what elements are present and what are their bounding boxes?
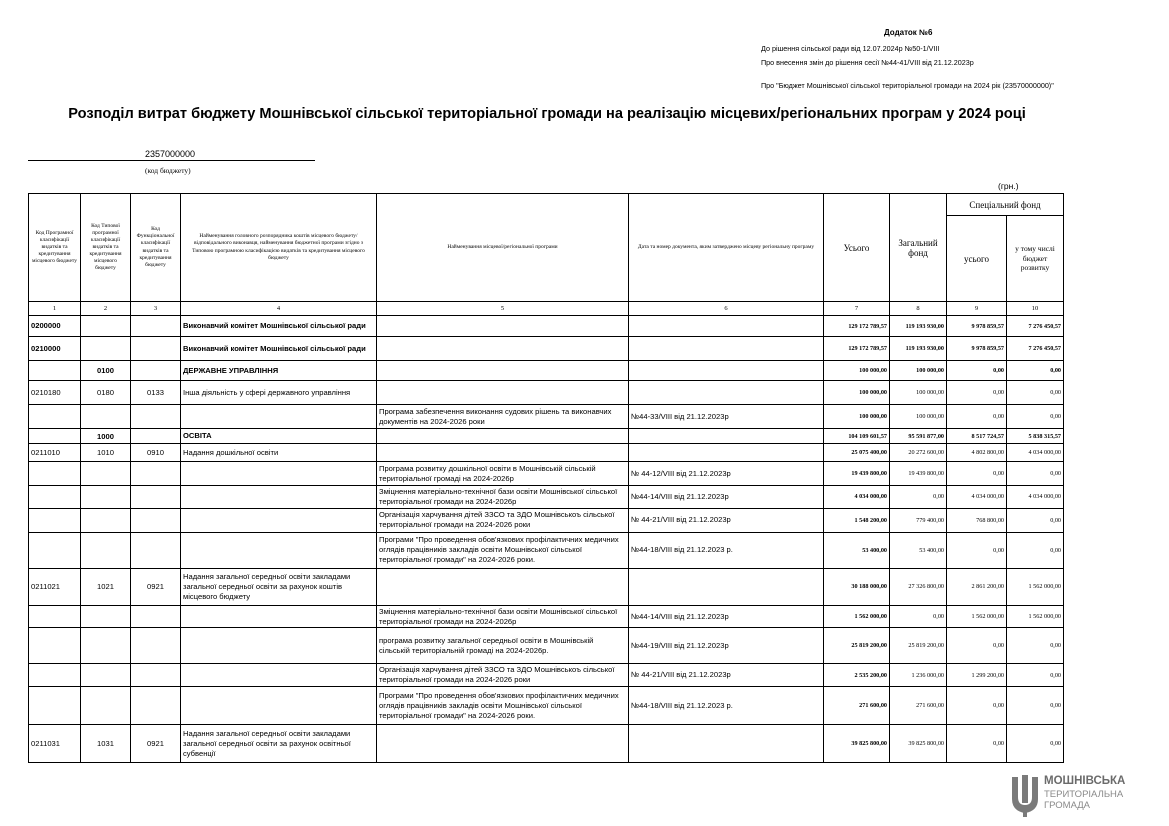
program-code-cell: 0200000 <box>29 316 81 337</box>
general-fund-cell: 119 193 930,00 <box>890 316 947 337</box>
manager-name-cell <box>181 687 377 725</box>
column-number: 7 <box>824 302 890 316</box>
special-fund-cell: 768 800,00 <box>947 508 1007 532</box>
logo-title: МОШНІВСЬКА <box>1044 775 1126 787</box>
functional-code-cell <box>131 628 181 664</box>
decision-reference <box>761 42 974 70</box>
currency-unit: (грн.) <box>998 181 1019 191</box>
program-code-cell: 0211021 <box>29 568 81 605</box>
table-row <box>29 316 1064 337</box>
typical-code-cell <box>81 532 131 568</box>
program-name-cell <box>377 381 629 405</box>
table-row <box>29 664 1064 687</box>
special-fund-cell: 0,00 <box>947 462 1007 486</box>
document-cell <box>629 316 824 337</box>
document-cell: №44-14/VIII від 21.12.2023р <box>629 486 824 509</box>
table-row <box>29 381 1064 405</box>
development-budget-cell: 4 034 000,00 <box>1007 486 1064 509</box>
total-amount-cell: 1 562 000,00 <box>824 605 890 628</box>
table-row <box>29 687 1064 725</box>
header-row <box>29 194 1064 216</box>
special-fund-cell: 1 299 200,00 <box>947 664 1007 687</box>
total-amount-cell: 1 548 200,00 <box>824 508 890 532</box>
header-program-name: Найменування місцевої/регіональної програми <box>377 194 629 302</box>
program-code-cell: 0210000 <box>29 337 81 361</box>
column-number: 10 <box>1007 302 1064 316</box>
general-fund-cell: 25 819 200,00 <box>890 628 947 664</box>
document-cell: № 44-21/VIII від 21.12.2023р <box>629 508 824 532</box>
program-name-cell: Організація харчування дітей ЗЗСО та ЗДО Мошнівськоъ сільської територіальної громади на 2024-2026 роки <box>377 664 629 687</box>
column-number: 3 <box>131 302 181 316</box>
typical-code-cell: 1000 <box>81 429 131 444</box>
manager-name-cell: ДЕРЖАВНЕ УПРАВЛІННЯ <box>181 361 377 381</box>
program-name-cell <box>377 361 629 381</box>
document-cell <box>629 725 824 763</box>
table-row <box>29 486 1064 509</box>
program-name-cell: Зміцнення матеріально-технічної бази освіти Мошнівської сільської територіальної громади на 2024-2026р <box>377 605 629 628</box>
general-fund-cell: 100 000,00 <box>890 381 947 405</box>
development-budget-cell: 7 276 450,57 <box>1007 316 1064 337</box>
appendix-number: Додаток №6 <box>884 28 933 37</box>
manager-name-cell <box>181 664 377 687</box>
functional-code-cell: 0921 <box>131 725 181 763</box>
typical-code-cell: 1031 <box>81 725 131 763</box>
total-amount-cell: 30 188 000,00 <box>824 568 890 605</box>
general-fund-cell: 0,00 <box>890 605 947 628</box>
general-fund-cell: 95 591 877,00 <box>890 429 947 444</box>
functional-code-cell <box>131 664 181 687</box>
functional-code-cell <box>131 687 181 725</box>
total-amount-cell: 53 400,00 <box>824 532 890 568</box>
program-name-cell: Програми "Про проведення обов'язкових профілактичних медичних оглядів працівників закладів освіти Мошнівської сільської територіальної громади" на 2024-2026 роки. <box>377 687 629 725</box>
document-cell: №44-33/VIII від 21.12.2023р <box>629 405 824 429</box>
document-cell: №44-18/VIII від 21.12.2023 р. <box>629 687 824 725</box>
budget-code-caption: (код бюджету) <box>145 166 191 175</box>
functional-code-cell <box>131 462 181 486</box>
header-functional-code: Код Функціональної класифікації видатків та кредитування бюджету <box>131 194 181 302</box>
typical-code-cell <box>81 486 131 509</box>
column-number: 1 <box>29 302 81 316</box>
development-budget-cell: 0,00 <box>1007 628 1064 664</box>
functional-code-cell <box>131 486 181 509</box>
table-row <box>29 605 1064 628</box>
general-fund-cell: 100 000,00 <box>890 405 947 429</box>
special-fund-cell: 4 802 800,00 <box>947 444 1007 462</box>
document-cell: №44-19/VIII від 21.12.2023р <box>629 628 824 664</box>
total-amount-cell: 25 075 400,00 <box>824 444 890 462</box>
document-cell: № 44-12/VIII від 21.12.2023р <box>629 462 824 486</box>
document-cell: №44-18/VIII від 21.12.2023 р. <box>629 532 824 568</box>
logo-line-3: ГРОМАДА <box>1044 800 1090 811</box>
table-row <box>29 628 1064 664</box>
program-code-cell: 0210180 <box>29 381 81 405</box>
decision-line-3: Про "Бюджет Мошнівської сільської територіальної громади на 2024 рік (23570000000)" <box>761 81 1054 90</box>
logo-line-2: ТЕРИТОРІАЛЬНА <box>1044 789 1124 800</box>
general-fund-cell: 119 193 930,00 <box>890 337 947 361</box>
typical-code-cell <box>81 628 131 664</box>
total-amount-cell: 129 172 789,57 <box>824 316 890 337</box>
decision-line-1: До рішення сільської ради від 12.07.2024р №50-1/VIII <box>761 44 940 53</box>
total-amount-cell: 271 600,00 <box>824 687 890 725</box>
development-budget-cell: 0,00 <box>1007 687 1064 725</box>
manager-name-cell <box>181 628 377 664</box>
table-row <box>29 462 1064 486</box>
trident-icon <box>1010 773 1040 817</box>
special-fund-cell: 4 034 000,00 <box>947 486 1007 509</box>
functional-code-cell <box>131 508 181 532</box>
column-number-row <box>29 302 1064 316</box>
manager-name-cell: Надання загальної середньої освіти закладами загальної середньої освіти за рахунок коштів місцевого бюджету <box>181 568 377 605</box>
manager-name-cell <box>181 486 377 509</box>
functional-code-cell <box>131 405 181 429</box>
manager-name-cell: Надання дошкільної освіти <box>181 444 377 462</box>
column-number: 5 <box>377 302 629 316</box>
special-fund-cell: 1 562 000,00 <box>947 605 1007 628</box>
total-amount-cell: 129 172 789,57 <box>824 337 890 361</box>
column-number: 8 <box>890 302 947 316</box>
table-row <box>29 429 1064 444</box>
development-budget-cell: 1 562 000,00 <box>1007 605 1064 628</box>
program-code-cell: 0211010 <box>29 444 81 462</box>
special-fund-cell: 0,00 <box>947 725 1007 763</box>
column-number: 6 <box>629 302 824 316</box>
functional-code-cell <box>131 605 181 628</box>
development-budget-cell: 5 838 315,57 <box>1007 429 1064 444</box>
program-code-cell <box>29 429 81 444</box>
table-row <box>29 337 1064 361</box>
table-row <box>29 725 1064 763</box>
header-program-code: Код Програмної класифікації видатків та кредитування місцевого бюджету <box>29 194 81 302</box>
header-document: Дата та номер документа, яким затверджено місцеву регіональну програму <box>629 194 824 302</box>
manager-name-cell: ОСВІТА <box>181 429 377 444</box>
total-amount-cell: 100 000,00 <box>824 405 890 429</box>
program-name-cell <box>377 337 629 361</box>
functional-code-cell <box>131 361 181 381</box>
program-name-cell: Програма забезпечення виконання судових рішень та виконавчих документів на 2024-2026 роки <box>377 405 629 429</box>
program-name-cell <box>377 316 629 337</box>
program-code-cell <box>29 486 81 509</box>
typical-code-cell <box>81 316 131 337</box>
program-code-cell <box>29 405 81 429</box>
typical-code-cell <box>81 605 131 628</box>
general-fund-cell: 20 272 600,00 <box>890 444 947 462</box>
program-code-cell <box>29 605 81 628</box>
document-cell <box>629 337 824 361</box>
table-row <box>29 444 1064 462</box>
total-amount-cell: 19 439 800,00 <box>824 462 890 486</box>
program-code-cell <box>29 687 81 725</box>
document-cell <box>629 429 824 444</box>
development-budget-cell: 0,00 <box>1007 405 1064 429</box>
general-fund-cell: 271 600,00 <box>890 687 947 725</box>
program-name-cell <box>377 444 629 462</box>
document-cell <box>629 444 824 462</box>
header-development-budget: у тому числі бюджет розвитку <box>1007 216 1064 302</box>
budget-code-underline <box>28 160 315 161</box>
functional-code-cell <box>131 316 181 337</box>
functional-code-cell: 0133 <box>131 381 181 405</box>
special-fund-cell: 0,00 <box>947 687 1007 725</box>
header-typical-code: Код Типової програмної класифікації видатків та кредитування місцевого бюджету <box>81 194 131 302</box>
development-budget-cell: 0,00 <box>1007 725 1064 763</box>
manager-name-cell <box>181 532 377 568</box>
program-code-cell: 0211031 <box>29 725 81 763</box>
program-code-cell <box>29 532 81 568</box>
program-code-cell <box>29 361 81 381</box>
manager-name-cell <box>181 605 377 628</box>
functional-code-cell <box>131 429 181 444</box>
table-row <box>29 532 1064 568</box>
functional-code-cell <box>131 337 181 361</box>
typical-code-cell: 1021 <box>81 568 131 605</box>
typical-code-cell: 0180 <box>81 381 131 405</box>
document-cell <box>629 568 824 605</box>
functional-code-cell: 0910 <box>131 444 181 462</box>
document-cell <box>629 381 824 405</box>
manager-name-cell: Надання загальної середньої освіти закладами загальної середньої освіти за рахунок освітньої субвенції <box>181 725 377 763</box>
column-number: 4 <box>181 302 377 316</box>
program-name-cell <box>377 429 629 444</box>
typical-code-cell: 1010 <box>81 444 131 462</box>
table-row <box>29 508 1064 532</box>
table-row <box>29 568 1064 605</box>
special-fund-cell: 2 861 200,00 <box>947 568 1007 605</box>
general-fund-cell: 27 326 800,00 <box>890 568 947 605</box>
manager-name-cell <box>181 405 377 429</box>
total-amount-cell: 25 819 200,00 <box>824 628 890 664</box>
typical-code-cell <box>81 337 131 361</box>
special-fund-cell: 0,00 <box>947 405 1007 429</box>
development-budget-cell: 7 276 450,57 <box>1007 337 1064 361</box>
general-fund-cell: 100 000,00 <box>890 361 947 381</box>
header-special-total: усього <box>947 216 1007 302</box>
total-amount-cell: 2 535 200,00 <box>824 664 890 687</box>
development-budget-cell: 4 034 000,00 <box>1007 444 1064 462</box>
table-row <box>29 405 1064 429</box>
total-amount-cell: 39 825 800,00 <box>824 725 890 763</box>
budget-code: 2357000000 <box>145 149 196 159</box>
typical-code-cell <box>81 508 131 532</box>
general-fund-cell: 0,00 <box>890 486 947 509</box>
logo-subtitle <box>1044 789 1123 811</box>
column-number: 9 <box>947 302 1007 316</box>
document-cell: № 44-21/VIII від 21.12.2023р <box>629 664 824 687</box>
program-name-cell: програма розвитку загальної середньої освіти в Мошнівській сільській територіальній громаді на 2024-2026р. <box>377 628 629 664</box>
general-fund-cell: 53 400,00 <box>890 532 947 568</box>
program-code-cell <box>29 664 81 687</box>
functional-code-cell: 0921 <box>131 568 181 605</box>
special-fund-cell: 0,00 <box>947 532 1007 568</box>
total-amount-cell: 100 000,00 <box>824 361 890 381</box>
development-budget-cell: 0,00 <box>1007 664 1064 687</box>
total-amount-cell: 100 000,00 <box>824 381 890 405</box>
special-fund-cell: 0,00 <box>947 381 1007 405</box>
program-code-cell <box>29 462 81 486</box>
manager-name-cell: Інша діяльність у сфері державного управління <box>181 381 377 405</box>
header-total: Усього <box>824 194 890 302</box>
community-logo <box>1010 773 1160 817</box>
special-fund-cell: 8 517 724,57 <box>947 429 1007 444</box>
development-budget-cell: 0,00 <box>1007 532 1064 568</box>
manager-name-cell <box>181 462 377 486</box>
manager-name-cell: Виконавчий комітет Мошнівської сільської ради <box>181 316 377 337</box>
typical-code-cell: 0100 <box>81 361 131 381</box>
header-manager-name: Найменування головного розпорядника коштів місцевого бюджету/ відповідального виконавця, найменування бюджетної програми згідно з Типовою програмною класифікацією видатків та кредитування місцевого бюджету <box>181 194 377 302</box>
header-special-fund: Спеціальний фонд <box>947 194 1064 216</box>
typical-code-cell <box>81 462 131 486</box>
program-name-cell <box>377 725 629 763</box>
document-cell <box>629 361 824 381</box>
special-fund-cell: 9 978 859,57 <box>947 337 1007 361</box>
program-name-cell: Організація харчування дітей ЗЗСО та ЗДО Мошнівськоъ сільської територіальної громади на 2024-2026 роки <box>377 508 629 532</box>
program-code-cell <box>29 508 81 532</box>
general-fund-cell: 779 400,00 <box>890 508 947 532</box>
special-fund-cell: 0,00 <box>947 628 1007 664</box>
header-general-fund: Загальний фонд <box>890 194 947 302</box>
development-budget-cell: 0,00 <box>1007 381 1064 405</box>
general-fund-cell: 19 439 800,00 <box>890 462 947 486</box>
budget-table <box>28 193 1064 763</box>
document-title: Розподіл витрат бюджету Мошнівської сільської територіальної громади на реалізацію місцевих/регіональних програм у 2024 році <box>68 106 1026 122</box>
table-row <box>29 361 1064 381</box>
program-name-cell: Програми "Про проведення обов'язкових профілактичних медичних оглядів працівників закладів освіти Мошнівської сільської територіальної громади" на 2024-2026 роки. <box>377 532 629 568</box>
program-code-cell <box>29 628 81 664</box>
program-name-cell: Зміцнення матеріально-технічної бази освіти Мошнівської сільської територіальної громади на 2024-2026р <box>377 486 629 509</box>
program-name-cell <box>377 568 629 605</box>
development-budget-cell: 0,00 <box>1007 361 1064 381</box>
functional-code-cell <box>131 532 181 568</box>
column-number: 2 <box>81 302 131 316</box>
special-fund-cell: 9 978 859,57 <box>947 316 1007 337</box>
total-amount-cell: 4 034 000,00 <box>824 486 890 509</box>
special-fund-cell: 0,00 <box>947 361 1007 381</box>
program-name-cell: Програма розвитку дошкільної освіти в Мошнівській сільській територіальної громаді на 2024-2026р <box>377 462 629 486</box>
development-budget-cell: 0,00 <box>1007 462 1064 486</box>
document-cell: №44-14/VIII від 21.12.2023р <box>629 605 824 628</box>
total-amount-cell: 104 109 601,57 <box>824 429 890 444</box>
manager-name-cell <box>181 508 377 532</box>
typical-code-cell <box>81 687 131 725</box>
development-budget-cell: 0,00 <box>1007 508 1064 532</box>
manager-name-cell: Виконавчий комітет Мошнівської сільської ради <box>181 337 377 361</box>
development-budget-cell: 1 562 000,00 <box>1007 568 1064 605</box>
decision-line-2: Про внесення змін до рішення сесії №44-41/VIII від 21.12.2023р <box>761 58 974 67</box>
general-fund-cell: 1 236 000,00 <box>890 664 947 687</box>
general-fund-cell: 39 825 800,00 <box>890 725 947 763</box>
typical-code-cell <box>81 405 131 429</box>
typical-code-cell <box>81 664 131 687</box>
